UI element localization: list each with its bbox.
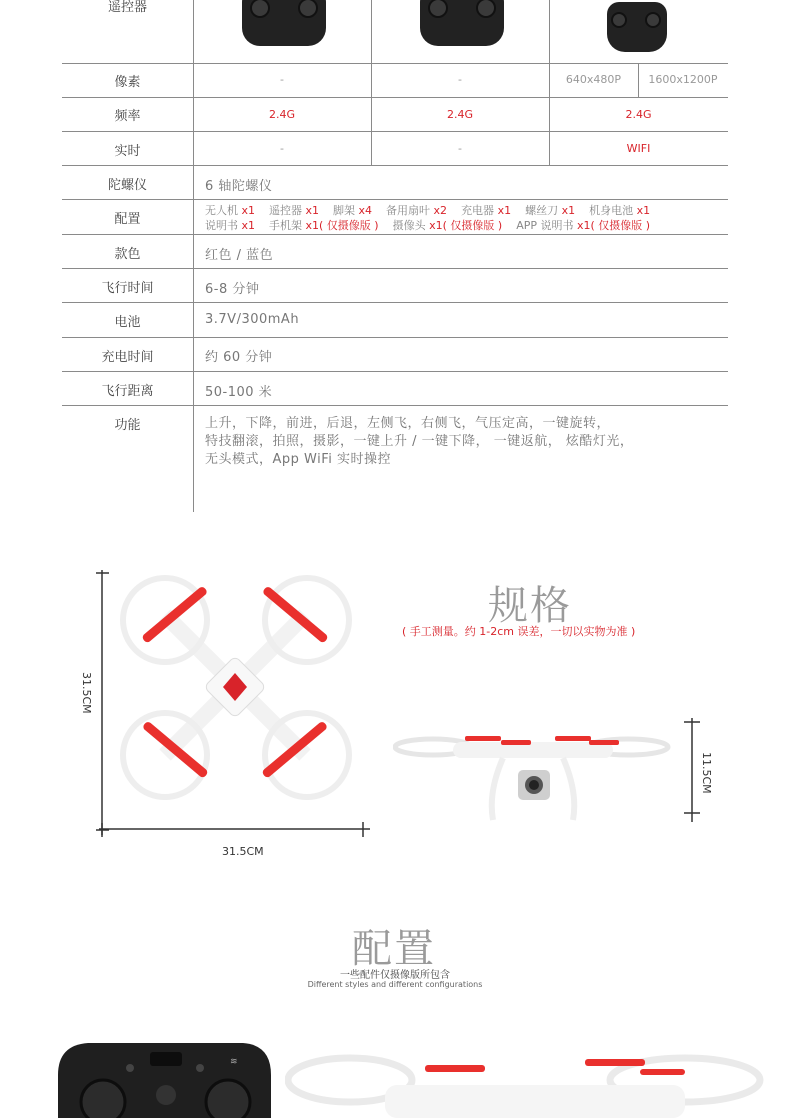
flight-distance-value: 50-100 米 <box>205 385 273 400</box>
remote-controller-large-image <box>58 1040 273 1118</box>
row-label-config: 配置 <box>114 212 141 227</box>
remote-controller-with-phone-image <box>607 2 667 52</box>
pixels-cell-1: - <box>280 73 284 86</box>
svg-text:≋: ≋ <box>230 1057 238 1067</box>
row-label-functions: 功能 <box>114 418 141 433</box>
remote-controller-image <box>242 0 326 46</box>
height-dimension-label: 11.5CM <box>700 752 713 794</box>
pixels-cell-2: - <box>458 73 462 86</box>
measurement-note: ( 手工测量。约 1-2cm 误差，一切以实物为准 ) <box>402 625 636 638</box>
realtime-cell-2: - <box>458 142 462 155</box>
frequency-cell-3: 2.4G <box>625 108 652 121</box>
row-label-frequency: 频率 <box>114 109 141 124</box>
frequency-cell-2: 2.4G <box>446 108 474 121</box>
width-dimension-label: 31.5CM <box>222 845 264 858</box>
row-label-battery: 电池 <box>114 315 141 330</box>
realtime-cell-3: WIFI <box>626 142 651 155</box>
charge-time-value: 约 60 分钟 <box>205 350 273 365</box>
drone-top-view-image <box>95 565 375 840</box>
config-subtitle-en: Different styles and different configurations <box>307 980 483 989</box>
pixels-cell-4: 1600x1200P <box>648 73 718 86</box>
row-label-realtime: 实时 <box>114 144 141 159</box>
row-label-charge-time: 充电时间 <box>101 350 154 365</box>
row-label-flight-distance: 飞行距离 <box>101 384 154 399</box>
config-line-2: 说明书 x1 手机架 x1( 仅摄像版 ) 摄像头 x1( 仅摄像版 ) APP 说明书 x1( 仅摄像版 ) <box>205 219 651 232</box>
config-section-title: 配置 <box>352 926 436 972</box>
config-subtitle-cn: 一些配件仅摄像版所包含 <box>340 970 450 981</box>
row-label-flight-time: 飞行时间 <box>101 281 154 296</box>
color-value: 红色 / 蓝色 <box>205 248 274 263</box>
depth-dimension-label: 31.5CM <box>80 672 93 714</box>
row-label-gyro: 陀螺仪 <box>107 178 147 193</box>
realtime-cell-1: - <box>280 142 284 155</box>
battery-value: 3.7V/300mAh <box>205 312 300 327</box>
functions-value: 上升，下降，前进，后退，左侧飞，右侧飞，气压定高，一键旋转， 特技翻滚，拍照，摄影，一键上升 / 一键下降， 一键返航， 炫酷灯光， 无头模式，App WiFi 实时操控 <box>205 416 634 467</box>
drone-side-view-image <box>393 712 713 827</box>
row-label-pixels: 像素 <box>114 75 141 90</box>
spec-section-title: 规格 <box>488 583 572 629</box>
row-label-color: 款色 <box>114 247 141 262</box>
config-line-1: 无人机 x1 遥控器 x1 脚架 x4 备用扇叶 x2 充电器 x1 螺丝刀 x1 机身电池 x1 <box>205 204 651 217</box>
drone-large-image <box>285 1045 775 1118</box>
frequency-cell-1: 2.4G <box>268 108 296 121</box>
gyro-value: 6 轴陀螺仪 <box>205 179 273 194</box>
flight-time-value: 6-8 分钟 <box>205 282 260 297</box>
remote-controller-image <box>420 0 504 46</box>
pixels-cell-3: 640x480P <box>565 73 622 86</box>
row-label-remote: 遥控器 <box>107 0 147 15</box>
